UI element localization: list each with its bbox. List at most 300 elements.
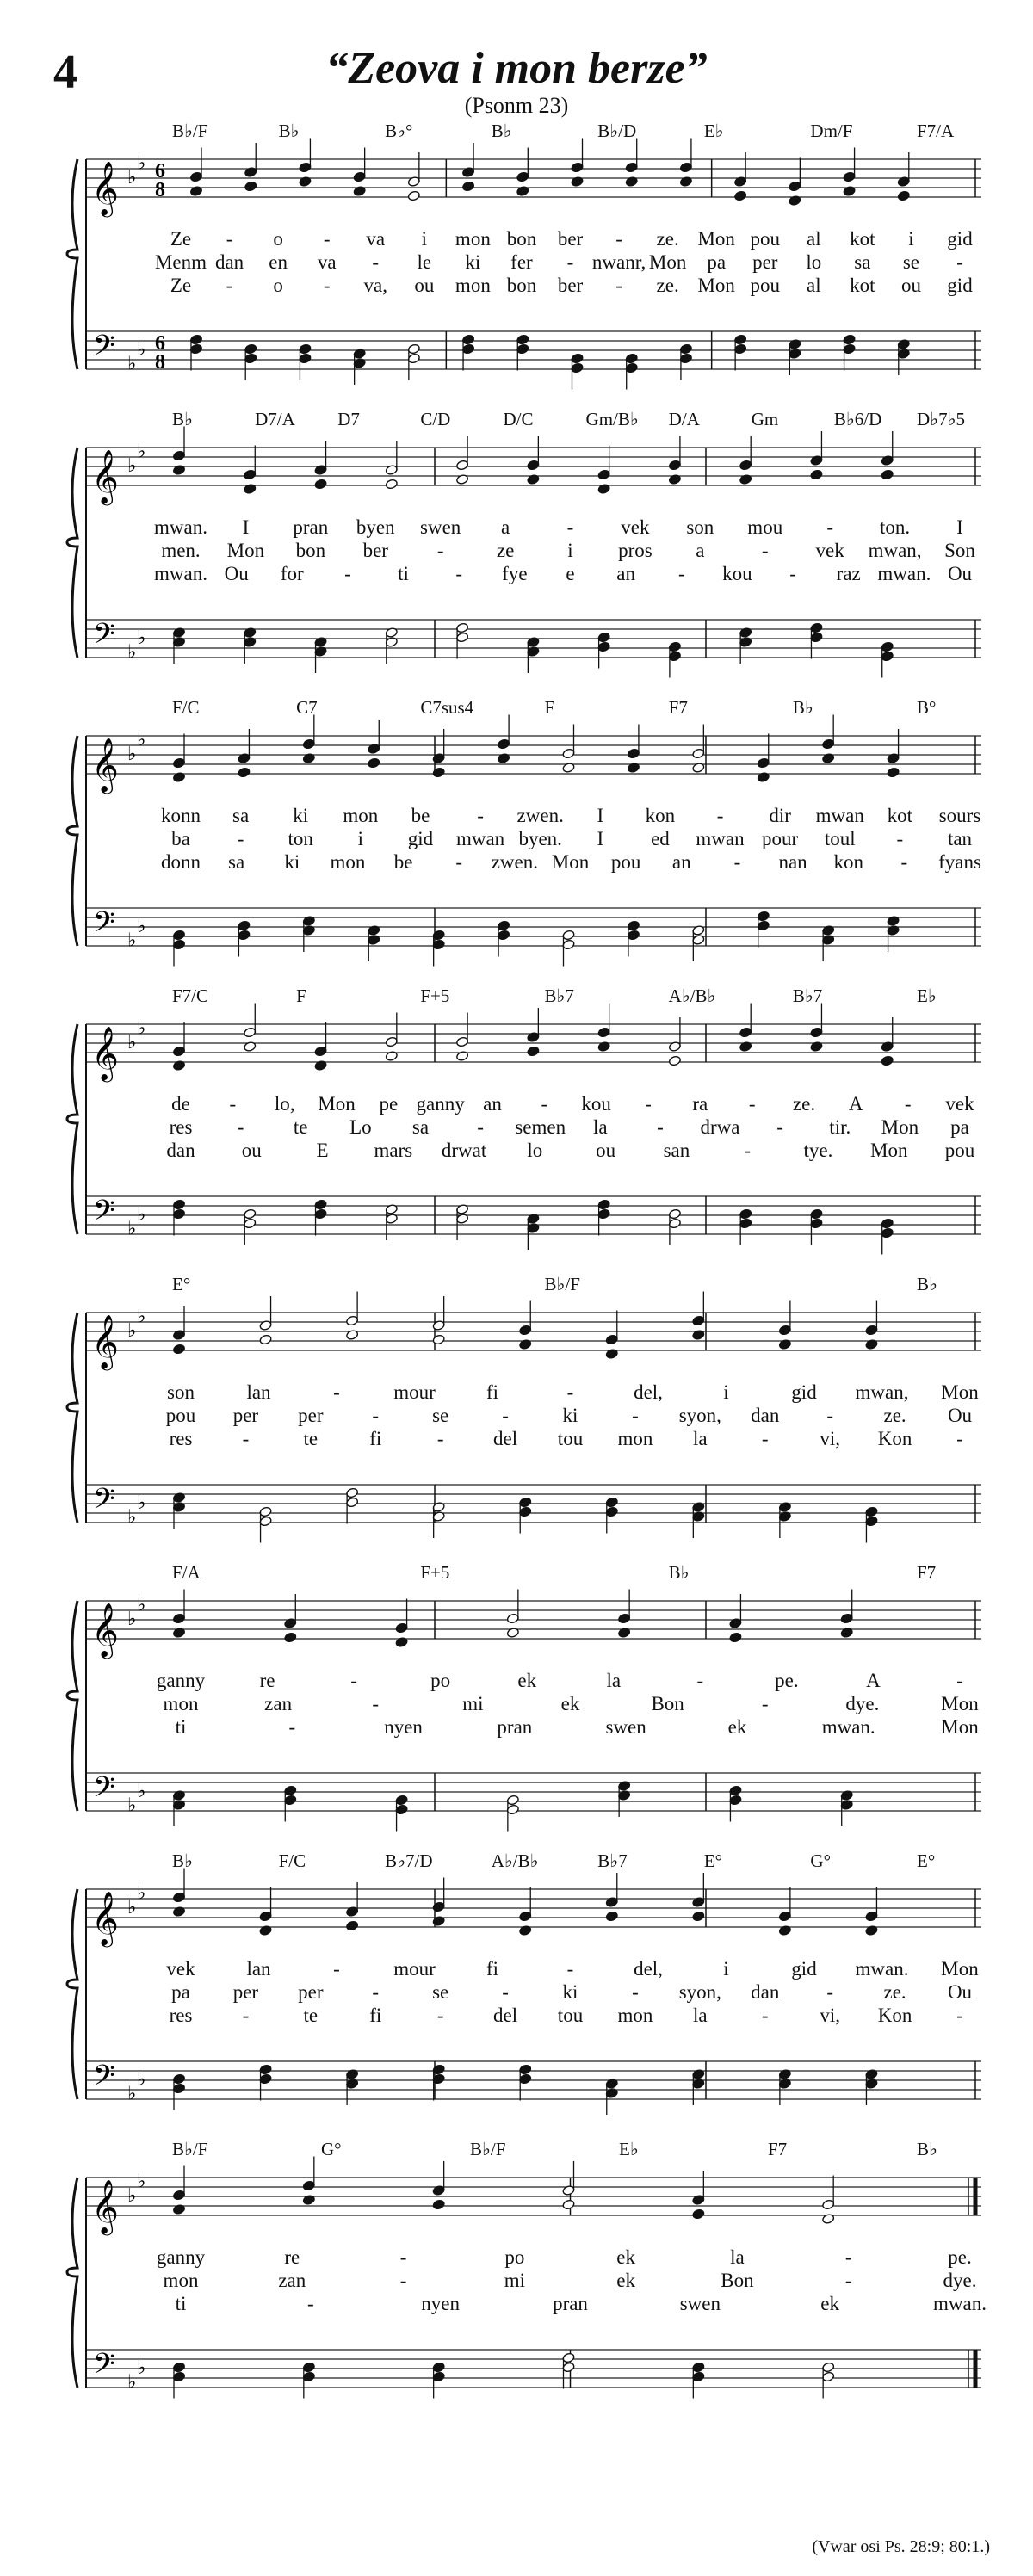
note-head xyxy=(244,353,257,364)
lyric-syllable: vek xyxy=(945,1093,974,1115)
lyric-verse-1 xyxy=(52,1093,990,1119)
lyric-syllable: mwan. xyxy=(154,516,207,538)
lyric-hyphen: - xyxy=(372,251,380,273)
lyric-hyphen: - xyxy=(900,851,908,873)
lyric-syllable: dan xyxy=(166,1140,195,1161)
flat-icon: ♭ xyxy=(127,1506,137,1529)
lyric-syllable: ki xyxy=(284,851,300,873)
lyric-syllable: Mon xyxy=(941,1381,979,1403)
lyric-syllable: tir. xyxy=(829,1116,851,1138)
note-head xyxy=(571,162,584,173)
lyric-syllable: Ze xyxy=(170,228,192,250)
music-system xyxy=(52,985,990,1261)
lyric-syllable: ze. xyxy=(656,275,679,296)
lyric-syllable: la xyxy=(606,1670,622,1691)
note-head xyxy=(810,1218,823,1229)
note-head xyxy=(668,1055,681,1066)
lyric-syllable: ton xyxy=(288,828,313,849)
note-head xyxy=(668,641,681,652)
flat-icon: ♭ xyxy=(127,1609,137,1630)
lyric-syllable: pran xyxy=(293,516,329,538)
chord-symbol: B♭7 xyxy=(792,985,823,1006)
note-head xyxy=(562,939,575,950)
note-head xyxy=(516,343,529,355)
note-head xyxy=(299,162,312,173)
chord-symbol: G° xyxy=(321,2139,342,2159)
chord-symbol: B♭7 xyxy=(597,1850,628,1871)
lyric-syllable: zwen. xyxy=(491,851,538,873)
lyric-verse-2 xyxy=(52,1405,990,1430)
lyric-syllable: i xyxy=(421,228,428,250)
note-head xyxy=(734,190,747,201)
lyric-syllable: ou xyxy=(414,275,435,296)
flat-icon: ♭ xyxy=(137,1306,146,1328)
lyric-syllable: ber xyxy=(362,540,388,561)
lyric-verse-1 xyxy=(52,228,990,254)
note-head xyxy=(605,1506,618,1517)
note-head xyxy=(172,1613,185,1624)
note-head xyxy=(244,469,257,480)
lyric-syllable: mwan xyxy=(815,805,864,826)
lyric-syllable: nwanr, xyxy=(591,251,646,273)
chord-symbol: C7 xyxy=(296,697,318,718)
note-head xyxy=(822,738,835,750)
note-head xyxy=(244,1218,257,1229)
note-head xyxy=(395,1804,408,1815)
flat-icon: ♭ xyxy=(137,1492,146,1514)
lyric-syllable: ek xyxy=(616,2246,635,2268)
chord-symbol: F/A xyxy=(172,1562,201,1583)
treble-clef-icon: 𝄞 xyxy=(91,738,119,792)
lyric-syllable: del xyxy=(493,2005,518,2026)
note-head xyxy=(734,343,747,355)
note-head xyxy=(810,622,823,633)
flat-icon: ♭ xyxy=(127,2371,137,2394)
lyric-syllable: Bon xyxy=(721,2270,754,2291)
note-head xyxy=(353,171,366,182)
lyric-syllable: i xyxy=(908,228,914,250)
lyric-syllable: pou xyxy=(165,1405,196,1426)
lyric-syllable: gid xyxy=(791,1958,817,1980)
lyric-syllable: sa xyxy=(232,805,250,826)
lyric-syllable: fi xyxy=(369,1428,382,1449)
lyric-syllable: re xyxy=(284,2246,300,2268)
chord-symbol: A♭/B♭ xyxy=(668,985,716,1006)
lyric-syllable: Ze xyxy=(170,275,192,296)
note-head xyxy=(840,1613,853,1624)
treble-staff xyxy=(86,736,981,774)
lyric-syllable: po xyxy=(430,1670,451,1691)
lyric-syllable: tou xyxy=(557,1428,584,1449)
lyric-syllable: an xyxy=(616,563,635,584)
lyric-syllable: mon xyxy=(617,2005,653,2026)
note-head xyxy=(597,632,610,643)
lyric-syllable: va, xyxy=(363,275,387,296)
note-head xyxy=(172,1046,185,1057)
lyric-hyphen: - xyxy=(372,1981,380,2003)
chord-symbol: B♭ xyxy=(792,697,813,718)
lyric-syllable: mon xyxy=(455,275,491,296)
lyric-syllable: mwan. xyxy=(877,563,931,584)
chord-symbol: E° xyxy=(917,1850,936,1871)
chord-symbol: F7 xyxy=(668,697,688,718)
flat-icon: ♭ xyxy=(127,353,137,375)
note-head xyxy=(527,1046,540,1057)
note-head xyxy=(789,181,801,192)
lyric-hyphen: - xyxy=(826,516,833,538)
lyric-syllable: ek xyxy=(727,1716,747,1738)
scripture-reference: (Vwar osi Ps. 28:9; 80:1.) xyxy=(812,2537,990,2556)
lyric-hyphen: - xyxy=(956,1670,963,1691)
lyric-hyphen: - xyxy=(242,1428,250,1449)
note-head xyxy=(432,2362,445,2373)
note-head xyxy=(627,920,640,931)
note-head xyxy=(822,2362,835,2373)
chord-symbol: D♭7♭5 xyxy=(917,409,965,429)
lyric-verse-2 xyxy=(52,2270,990,2295)
lyric-syllable: be xyxy=(411,805,430,826)
flat-icon: ♭ xyxy=(127,1897,137,1918)
lyric-hyphen: - xyxy=(896,828,904,849)
lyric-syllable: I xyxy=(242,516,250,538)
note-head xyxy=(843,334,856,345)
lyric-syllable: mars xyxy=(374,1140,413,1161)
lyric-hyphen: - xyxy=(436,540,444,561)
bass-staff xyxy=(86,1485,981,1523)
lyric-syllable: Mon xyxy=(869,1140,908,1161)
lyric-hyphen: - xyxy=(826,1405,833,1426)
lyric-syllable: kou xyxy=(722,563,752,584)
note-head xyxy=(597,1208,610,1220)
lyric-syllable: pou xyxy=(944,1140,975,1161)
lyric-hyphen: - xyxy=(333,1958,340,1980)
lyric-syllable: Mon xyxy=(648,251,687,273)
lyric-hyphen: - xyxy=(399,2246,407,2268)
note-head xyxy=(605,1334,618,1345)
note-head xyxy=(562,930,575,941)
lyric-syllable: ki xyxy=(562,1981,578,2003)
lyric-syllable: mwan. xyxy=(855,1958,909,1980)
note-head xyxy=(605,1497,618,1508)
note-head xyxy=(244,1027,257,1038)
lyric-verse-2 xyxy=(52,1693,990,1719)
lyric-syllable: ra xyxy=(692,1093,708,1115)
note-head xyxy=(172,2362,185,2373)
chord-symbol: F7 xyxy=(768,2139,788,2159)
note-head xyxy=(881,469,894,480)
lyric-syllable: pour xyxy=(762,828,799,849)
time-signature-denominator: 8 xyxy=(155,179,165,201)
note-head xyxy=(519,1325,532,1336)
lyric-syllable: sa xyxy=(411,1116,430,1138)
lyric-syllable: le xyxy=(417,251,432,273)
note-head xyxy=(778,1325,791,1336)
lyric-hyphen: - xyxy=(541,1093,548,1115)
lyric-syllable: ek xyxy=(616,2270,635,2291)
note-head xyxy=(605,1911,618,1922)
bass-clef-icon: 𝄢 xyxy=(93,1771,115,1811)
note-head xyxy=(172,2083,185,2094)
note-head xyxy=(299,343,312,355)
lyric-syllable: swen xyxy=(605,1716,646,1738)
lyric-syllable: zwen. xyxy=(516,805,564,826)
lyric-hyphen: - xyxy=(237,828,244,849)
lyric-syllable: pa xyxy=(950,1116,969,1138)
lyric-syllable: pa xyxy=(707,251,727,273)
lyric-hyphen: - xyxy=(632,1981,639,2003)
treble-clef-icon: 𝄞 xyxy=(91,2179,119,2233)
chord-symbol: D/A xyxy=(668,409,700,429)
note-head xyxy=(172,757,185,769)
bass-clef-icon: 𝄢 xyxy=(93,330,115,369)
lyric-verse-2 xyxy=(52,1981,990,2007)
lyric-hyphen: - xyxy=(904,1093,912,1115)
lyric-syllable: sa xyxy=(228,851,245,873)
lyric-syllable: al xyxy=(807,228,821,250)
lyric-syllable: kot xyxy=(887,805,913,826)
note-head xyxy=(822,2371,835,2382)
chord-symbol: F+5 xyxy=(420,985,450,1006)
lyric-syllable: va xyxy=(317,251,337,273)
note-head xyxy=(739,460,752,471)
lyric-hyphen: - xyxy=(761,2005,769,2026)
note-head xyxy=(172,939,185,950)
note-head xyxy=(506,1795,519,1806)
note-head xyxy=(865,1506,878,1517)
note-head xyxy=(692,1911,705,1922)
note-head xyxy=(729,1785,742,1796)
lyric-syllable: nyen xyxy=(421,2293,461,2314)
note-head xyxy=(739,1208,752,1220)
song-title: “Zeova i mon berze” xyxy=(325,44,708,93)
lyric-hyphen: - xyxy=(237,1116,244,1138)
note-head xyxy=(244,343,257,355)
lyric-hyphen: - xyxy=(226,228,233,250)
lyric-syllable: Menm xyxy=(154,251,207,273)
note-head xyxy=(302,2362,315,2373)
lyric-syllable: pe xyxy=(379,1093,399,1115)
note-head xyxy=(562,748,575,759)
lyric-hyphen: - xyxy=(399,2270,407,2291)
note-head xyxy=(259,2073,272,2085)
lyric-hyphen: - xyxy=(761,540,769,561)
lyric-syllable: dye. xyxy=(845,1693,880,1714)
lyric-syllable: ze. xyxy=(792,1093,816,1115)
lyric-syllable: ton. xyxy=(880,516,911,538)
chord-symbol: F/C xyxy=(172,697,200,718)
lyric-hyphen: - xyxy=(615,275,622,296)
note-head xyxy=(562,2199,575,2210)
flat-icon: ♭ xyxy=(127,744,137,765)
lyric-syllable: Mon xyxy=(881,1116,919,1138)
lyric-syllable: fer xyxy=(510,251,533,273)
note-head xyxy=(778,1911,791,1922)
lyric-syllable: o xyxy=(273,228,283,250)
chord-symbol: B♭7/D xyxy=(385,1850,433,1871)
lyric-syllable: Ou xyxy=(224,563,249,584)
lyric-syllable: Lo xyxy=(349,1116,372,1138)
lyric-syllable: la xyxy=(730,2246,745,2268)
lyric-hyphen: - xyxy=(632,1405,639,1426)
note-head xyxy=(395,1622,408,1634)
chord-symbol: C/D xyxy=(420,409,451,429)
chord-symbol: B° xyxy=(917,697,937,718)
lyric-syllable: vek xyxy=(166,1958,195,1980)
bass-clef-icon: 𝄢 xyxy=(93,1483,115,1523)
lyric-syllable: del xyxy=(493,1428,518,1449)
lyric-syllable: lo xyxy=(527,1140,543,1161)
lyric-hyphen: - xyxy=(306,2293,314,2314)
note-head xyxy=(757,920,770,931)
lyric-syllable: son xyxy=(686,516,714,538)
lyric-syllable: men. xyxy=(161,540,201,561)
note-head xyxy=(897,190,910,201)
note-head xyxy=(238,930,251,941)
note-head xyxy=(506,1613,519,1624)
chord-symbol: F xyxy=(296,985,306,1006)
chord-symbol: Dm/F xyxy=(810,120,853,141)
music-system xyxy=(52,1274,990,1549)
lyric-syllable: for xyxy=(280,563,304,584)
note-head xyxy=(519,1506,532,1517)
chord-symbol: F/C xyxy=(278,1850,306,1871)
lyric-syllable: tye. xyxy=(803,1140,833,1161)
note-head xyxy=(259,1506,272,1517)
lyric-syllable: Kon xyxy=(877,1428,912,1449)
lyric-hyphen: - xyxy=(844,2270,852,2291)
time-signature-numerator: 6 xyxy=(155,160,165,182)
note-head xyxy=(172,2073,185,2085)
note-head xyxy=(810,1208,823,1220)
lyric-syllable: san xyxy=(663,1140,690,1161)
lyric-syllable: se xyxy=(432,1981,449,2003)
time-signature-numerator: 6 xyxy=(155,332,165,355)
note-head xyxy=(562,2362,575,2373)
note-head xyxy=(172,1199,185,1210)
lyric-syllable: per xyxy=(298,1405,324,1426)
lyric-syllable: pe. xyxy=(948,2246,972,2268)
lyric-syllable: I xyxy=(597,828,604,849)
note-head xyxy=(843,343,856,355)
lyric-verse-1 xyxy=(52,1381,990,1407)
lyric-hyphen: - xyxy=(696,1670,704,1691)
treble-staff xyxy=(86,2178,981,2215)
lyric-syllable: per xyxy=(232,1981,259,2003)
lyric-syllable: I xyxy=(597,805,604,826)
note-head xyxy=(284,1632,297,1643)
lyric-verse-3 xyxy=(52,563,990,589)
treble-clef-icon: 𝄞 xyxy=(91,161,119,215)
lyric-syllable: pe. xyxy=(775,1670,799,1691)
lyric-syllable: Mon xyxy=(697,228,735,250)
lyric-hyphen: - xyxy=(716,805,724,826)
note-head xyxy=(597,1199,610,1210)
lyric-hyphen: - xyxy=(502,1405,509,1426)
lyric-syllable: gid xyxy=(407,828,434,849)
note-head xyxy=(516,171,529,182)
note-head xyxy=(571,362,584,374)
note-head xyxy=(172,2190,185,2201)
lyric-syllable: Mon xyxy=(226,540,265,561)
note-head xyxy=(259,1334,272,1345)
lyric-syllable: mwan. xyxy=(154,563,207,584)
lyric-syllable: Mon xyxy=(318,1093,356,1115)
lyric-syllable: an xyxy=(483,1093,502,1115)
note-head xyxy=(189,334,202,345)
lyric-hyphen: - xyxy=(436,2005,444,2026)
lyric-syllable: del, xyxy=(634,1958,663,1980)
lyric-verse-2 xyxy=(52,540,990,565)
lyric-verse-1 xyxy=(52,1958,990,1984)
note-head xyxy=(679,353,692,364)
music-system xyxy=(52,1850,990,2126)
lyric-syllable: mour xyxy=(393,1381,436,1403)
lyric-syllable: lan xyxy=(246,1381,271,1403)
lyric-syllable: Bon xyxy=(651,1693,684,1714)
chord-symbol: G° xyxy=(810,1850,831,1871)
note-head xyxy=(302,2371,315,2382)
lyric-syllable: va xyxy=(366,228,386,250)
lyric-syllable: swen xyxy=(679,2293,721,2314)
lyric-hyphen: - xyxy=(826,1981,833,2003)
lyric-syllable: an xyxy=(671,851,691,873)
lyric-syllable: Son xyxy=(944,540,975,561)
note-head xyxy=(887,767,900,778)
lyric-syllable: ki xyxy=(562,1405,578,1426)
flat-icon: ♭ xyxy=(137,152,146,175)
lyric-syllable: mon xyxy=(343,805,379,826)
note-head xyxy=(881,1227,894,1239)
note-head xyxy=(516,334,529,345)
note-head xyxy=(172,1344,185,1355)
flat-icon: ♭ xyxy=(137,2069,146,2091)
treble-staff xyxy=(86,1313,981,1350)
note-head xyxy=(571,353,584,364)
lyric-syllable: drwat xyxy=(441,1140,487,1161)
treble-staff xyxy=(86,1889,981,1927)
lyric-syllable: o xyxy=(273,275,283,296)
note-head xyxy=(843,171,856,182)
lyric-syllable: mi xyxy=(462,1693,484,1714)
lyric-syllable: la xyxy=(693,2005,708,2026)
lyric-syllable: per xyxy=(752,251,778,273)
note-head xyxy=(757,757,770,769)
note-head xyxy=(172,1892,185,1903)
chord-symbol: B♭/F xyxy=(544,1274,580,1294)
lyric-syllable: ek xyxy=(820,2293,840,2314)
note-head xyxy=(346,1920,359,1931)
note-head xyxy=(189,171,202,182)
note-head xyxy=(679,343,692,355)
lyric-syllable: Mon xyxy=(697,275,735,296)
note-head xyxy=(346,1487,359,1498)
lyric-syllable: kou xyxy=(581,1093,611,1115)
note-head xyxy=(172,450,185,461)
lyric-syllable: lo, xyxy=(274,1093,295,1115)
note-head xyxy=(739,1027,752,1038)
lyric-hyphen: - xyxy=(748,1093,756,1115)
lyric-syllable: ti xyxy=(175,1716,187,1738)
bass-clef-icon: 𝄢 xyxy=(93,2060,115,2099)
lyric-syllable: en xyxy=(269,251,288,273)
chord-symbol: B♭ xyxy=(172,1850,193,1871)
note-head xyxy=(865,1325,878,1336)
lyric-syllable: mour xyxy=(393,1958,436,1980)
note-head xyxy=(692,1315,705,1326)
note-head xyxy=(238,767,251,778)
note-head xyxy=(668,1218,681,1229)
chord-symbol: B♭ xyxy=(917,1274,937,1294)
